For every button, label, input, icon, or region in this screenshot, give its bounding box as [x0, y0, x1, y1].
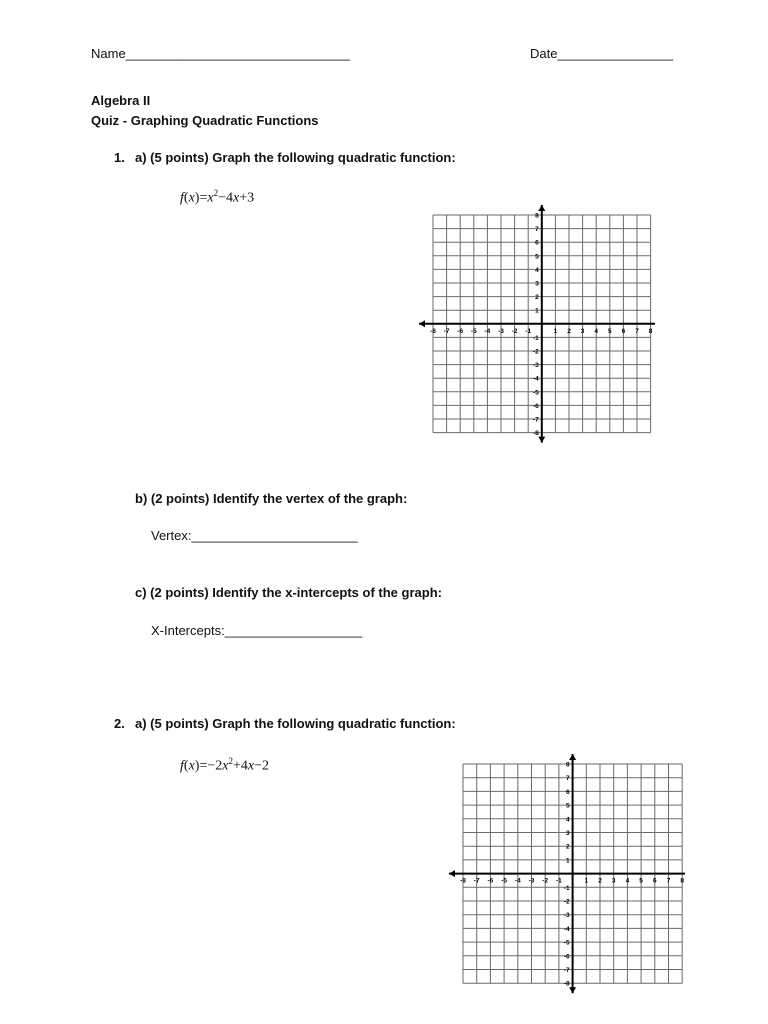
y-tick-label: 8 — [535, 212, 539, 220]
x-tick-label: 1 — [584, 877, 589, 885]
y-tick-label: -1 — [563, 884, 570, 892]
x-tick-label: -3 — [528, 877, 535, 885]
x-tick-label: -7 — [443, 327, 450, 335]
x-tick-label: -4 — [514, 877, 521, 885]
x-intercepts-label: X-Intercepts: — [151, 623, 225, 638]
y-tick-label: 3 — [535, 280, 539, 288]
x-tick-label: -8 — [430, 327, 436, 335]
x-tick-label: -5 — [470, 327, 477, 335]
vertex-label: Vertex: — [151, 528, 192, 543]
x-tick-label: 3 — [580, 327, 585, 335]
x-tick-label: 6 — [652, 877, 657, 885]
question-2-coordinate-grid[interactable] — [445, 752, 685, 1004]
question-1-part-a-text: a) (5 points) Graph the following quadratic function: — [135, 150, 456, 165]
y-tick-label: -2 — [563, 898, 570, 906]
y-tick-label: -6 — [563, 953, 570, 961]
x-tick-label: 7 — [666, 877, 671, 885]
x-tick-label: 4 — [625, 877, 630, 885]
x-tick-label: 4 — [594, 327, 599, 335]
question-1-part-a — [114, 150, 456, 165]
quiz-title: Quiz - Graphing Quadratic Functions — [91, 113, 319, 128]
y-tick-label: -7 — [533, 416, 539, 424]
y-tick-label: 6 — [565, 788, 570, 796]
y-tick-label: -8 — [533, 430, 539, 438]
x-tick-label: -6 — [457, 327, 464, 335]
date-field[interactable] — [530, 46, 673, 61]
x-tick-label: 6 — [621, 327, 626, 335]
vertex-field[interactable] — [151, 528, 358, 543]
vertex-blank[interactable]: _______________________ — [191, 528, 358, 543]
y-tick-label: -7 — [563, 967, 570, 974]
y-tick-label: -4 — [563, 925, 570, 933]
course-title: Algebra II — [91, 93, 151, 108]
y-tick-label: -2 — [533, 348, 539, 356]
y-tick-label: 4 — [565, 816, 570, 824]
y-tick-label: -5 — [533, 389, 539, 397]
y-tick-label: -3 — [563, 912, 570, 920]
question-2-part-a — [114, 716, 456, 731]
y-tick-label: -5 — [563, 939, 570, 947]
name-label: Name — [91, 46, 126, 61]
y-tick-label: 1 — [565, 857, 570, 865]
question-1-function: $f(x)=x^2-4x+3$ — [180, 188, 255, 206]
x-tick-label: 8 — [648, 327, 653, 335]
x-tick-label: 2 — [598, 877, 602, 885]
question-1-coordinate-grid[interactable] — [415, 205, 655, 455]
x-tick-label: -6 — [487, 877, 494, 885]
x-intercepts-field[interactable] — [151, 623, 362, 638]
y-tick-label: 2 — [535, 294, 539, 302]
y-tick-label: -1 — [533, 334, 539, 342]
date-blank[interactable]: ________________ — [557, 46, 674, 61]
y-tick-label: -3 — [533, 362, 539, 370]
y-tick-label: 1 — [535, 307, 539, 315]
y-tick-label: 7 — [565, 775, 570, 783]
x-tick-label: 5 — [639, 877, 643, 885]
y-axis-down-arrow-icon — [569, 987, 576, 993]
x-tick-label: 8 — [680, 877, 685, 885]
x-tick-label: -7 — [473, 877, 480, 885]
y-tick-label: 4 — [535, 266, 539, 274]
x-tick-label: 3 — [611, 877, 616, 885]
x-tick-label: -5 — [501, 877, 507, 885]
x-intercepts-blank[interactable]: ___________________ — [224, 623, 363, 638]
y-tick-label: 3 — [565, 830, 570, 837]
y-tick-label: 8 — [565, 761, 570, 769]
x-tick-label: 5 — [607, 327, 612, 335]
y-tick-label: 7 — [535, 226, 539, 234]
x-tick-label: -1 — [556, 877, 562, 885]
x-tick-label: -8 — [460, 877, 466, 885]
x-axis-left-arrow-icon — [449, 870, 455, 877]
y-axis-down-arrow-icon — [538, 437, 545, 443]
x-tick-label: -2 — [511, 327, 518, 335]
y-axis-up-arrow-icon — [538, 205, 545, 211]
question-1-part-c: c) (2 points) Identify the x-intercepts of the graph: — [135, 585, 442, 600]
date-label: Date — [530, 46, 558, 61]
question-2-function: $f(x)=-2x^2+4x-2$ — [180, 756, 269, 774]
x-tick-label: -4 — [484, 327, 491, 335]
y-tick-label: -8 — [563, 980, 570, 988]
x-axis-left-arrow-icon — [419, 320, 425, 327]
x-tick-label: -2 — [542, 877, 549, 885]
y-tick-label: -4 — [533, 375, 539, 383]
y-tick-label: 6 — [535, 239, 539, 247]
name-blank[interactable]: _______________________________ — [125, 46, 350, 61]
name-field[interactable] — [91, 46, 350, 61]
question-1-number: 1. — [114, 150, 125, 165]
question-2-part-a-text: a) (5 points) Graph the following quadratic function: — [135, 716, 456, 731]
y-axis-up-arrow-icon — [569, 754, 576, 760]
x-tick-label: 1 — [553, 327, 558, 335]
x-tick-label: 2 — [567, 327, 571, 335]
x-tick-label: -1 — [525, 327, 532, 335]
question-1-part-b: b) (2 points) Identify the vertex of the graph: — [135, 491, 408, 506]
y-tick-label: 2 — [565, 843, 570, 851]
question-2-number: 2. — [114, 716, 125, 731]
x-tick-label: 7 — [635, 327, 639, 335]
y-tick-label: -6 — [533, 402, 539, 410]
y-tick-label: 5 — [535, 253, 539, 261]
x-tick-label: -3 — [498, 327, 504, 335]
y-tick-label: 5 — [565, 802, 570, 810]
